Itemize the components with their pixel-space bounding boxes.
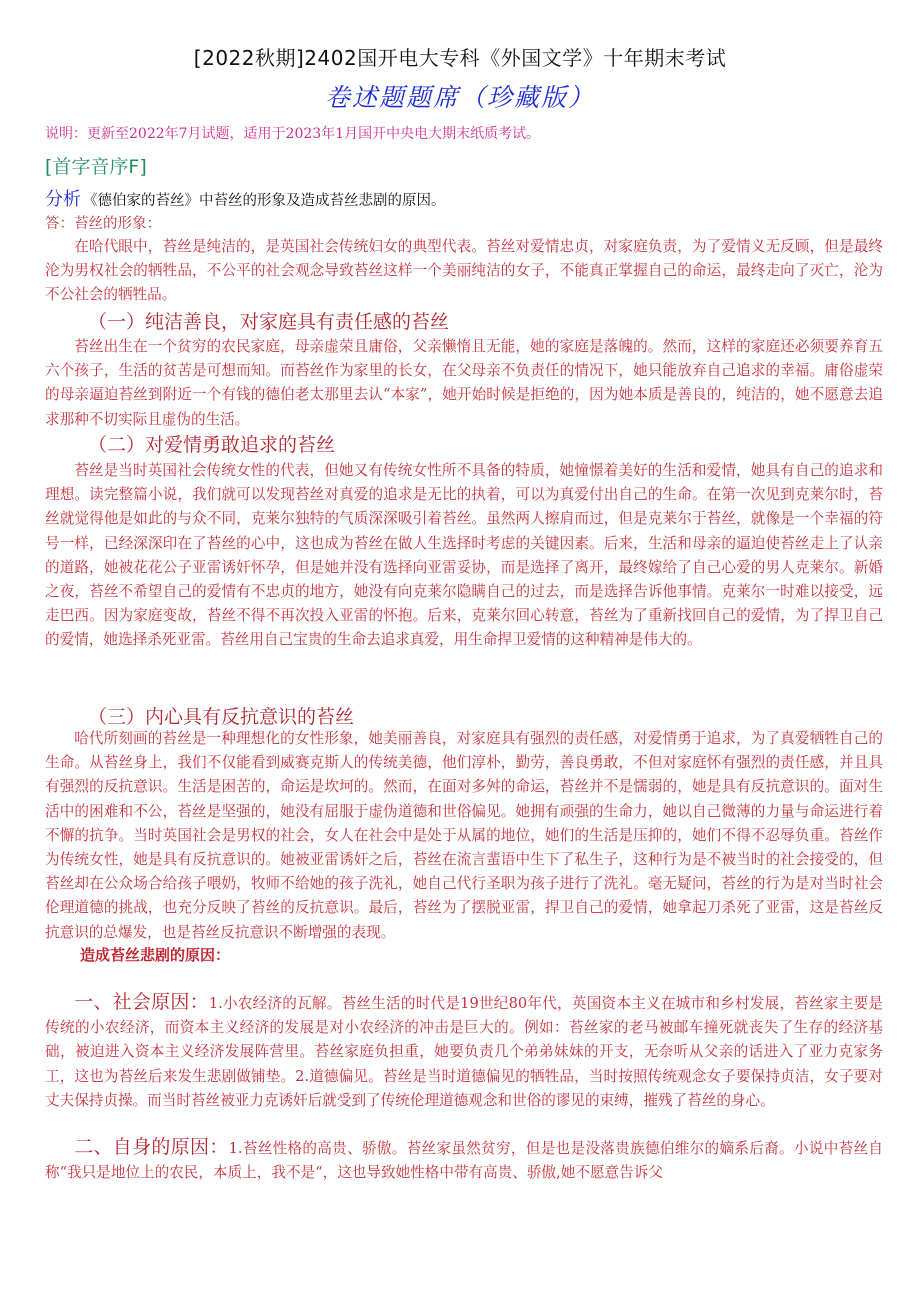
- cause-title-2: 二、自身的原因：: [74, 1136, 229, 1158]
- section-heading-1: （一）纯洁善良，对家庭具有责任感的苔丝: [88, 311, 450, 333]
- document-title: [2022秋期]2402国开电大专科《外国文学》十年期末考试: [193, 46, 727, 70]
- cause-title-1: 一、社会原因：: [74, 991, 209, 1013]
- cause-paragraph-1: [45, 990, 883, 1113]
- section-heading-3: （三）内心具有反抗意识的苔丝: [88, 706, 355, 728]
- explanation-note: 说明：更新至2022年7月试题，适用于2023年1月国开中央电大期末纸质考试。: [45, 126, 541, 142]
- intro-paragraph: 在哈代眼中，苔丝是纯洁的，是英国社会传统妇女的典型代表。苔丝对爱情忠贞，对家庭负责，为了爱情义无反顾，但是最终沦为男权社会的牺牲品，不公平的社会观念导致苔丝这样一个美丽纯洁的女子，不能真正掌握自己的命运，最终走向了灭亡，沦为不公社会的牺牲品。: [45, 238, 883, 304]
- answer-label: 答：苔丝的形象：: [45, 216, 161, 232]
- causes-heading: 造成苔丝悲剧的原因：: [80, 946, 231, 964]
- section-paragraph-2: 苔丝是当时英国社会传统女性的代表，但她又有传统女性所不具备的特质，她憧憬着美好的生活和爱情，她具有自己的追求和理想。读完整篇小说，我们就可以发现苔丝对真爱的追求是无比的执着，可以为真爱付出自己的生命。在第一次见到克莱尔时，苔丝就觉得他是如此的与众不同，克莱尔独特的气质深深吸引着苔丝。虽然两人擦肩而过，但是克莱尔于苔丝，就像是一个幸福的符号一样，已经深深印在了苔丝的心中，这也成为苔丝在做人生选择时考虑的关键因素。后来，生活和母亲的逼迫使苔丝走上了认亲的道路，她被花花公子亚雷诱奸怀孕，但是她并没有选择向亚雷妥协，而是选择了离开，最终嫁给了自己心爱的男人克莱尔。新婚之夜，苔丝不希望自己的爱情有不忠贞的地方，她没有向克莱尔隐瞒自己的过去，而是选择告诉他事情。克莱尔一时难以接受，远走巴西。因为家庭变故，苔丝不得不再次投入亚雷的怀抱。后来，克莱尔回心转意，苔丝为了重新找回自己的爱情，为了捍卫自己的爱情，她选择杀死亚雷。苔丝用自己宝贵的生命去追求真爱，用生命捍卫爱情的这种精神是伟大的。: [45, 462, 883, 649]
- section-paragraph-1: 苔丝出生在一个贫穷的农民家庭，母亲虚荣且庸俗，父亲懒惰且无能，她的家庭是落魄的。然而，这样的家庭还必须要养育五六个孩子，生活的贫苦是可想而知。而苔丝作为家里的长女，在父母亲不负责任的情况下，她只能放弃自己追求的幸福。庸俗虚荣的母亲逼迫苔丝到附近一个有钱的德伯老太那里去认“本家”，她开始时候是拒绝的，因为她本质是善良的，纯洁的，她不愿意去追求那种不切实际且虚伪的生活。: [45, 338, 883, 428]
- question-line: [45, 185, 905, 211]
- question-text: 《德伯家的苔丝》中苔丝的形象及造成苔丝悲剧的原因。: [83, 193, 446, 209]
- cause-text-1: 1.小农经济的瓦解。苔丝生活的时代是19世纪80年代，英国资本主义在城市和乡村发展，苔丝家主要是传统的小农经济，而资本主义经济的发展是对小农经济的冲击是巨大的。例如：苔丝家的老马被邮车撞死就丧失了生存的经济基础，被迫进入资本主义经济发展阵营里。苔丝家庭负担重，她要负责几个弟弟妹妹的开支，无奈听从父亲的话进入了亚力克家务工，这也为苔丝后来发生悲剧做铺垫。2.道德偏见。苔丝是当时道德偏见的牺牲品，当时按照传统观念女子要保持贞洁，女子要对丈夫保持贞操。而当时苔丝被亚力克诱奸后就受到了传统伦理道德观念和世俗的谬见的束缚，摧残了苔丝的身心。: [45, 995, 883, 1109]
- cause-paragraph-2: [45, 1135, 883, 1185]
- document-subtitle: 卷述题题席（珍藏版）: [324, 83, 595, 112]
- cause-text-2: 1.苔丝性格的高贵、骄傲。苔丝家虽然贫穷，但是也是没落贵族德伯维尔的嫡系后裔。小说中苔丝自称“我只是地位上的农民，本质上，我不是“，这也导致她性格中带有高贵、骄傲,她不愿意告诉父: [45, 1140, 883, 1182]
- section-heading-2: （二）对爱情勇敢追求的苔丝: [88, 434, 336, 456]
- section-paragraph-3: 哈代所刻画的苔丝是一种理想化的女性形象，她美丽善良，对家庭具有强烈的责任感，对爱情勇于追求，为了真爱牺牲自己的生命。从苔丝身上，我们不仅能看到威赛克斯人的传统美德，他们淳朴，勤劳，善良勇敢，不但对家庭怀有强烈的责任感，并且具有强烈的反抗意识。生活是困苦的，命运是坎坷的。然而，在面对多舛的命运，苔丝并不是懦弱的，她是具有反抗意识的。面对生活中的困难和不公，苔丝是坚强的，她没有屈服于虚伪道德和世俗偏见。她拥有顽强的生命力，她以自己微薄的力量与命运进行着不懈的抗争。当时英国社会是男权的社会，女人在社会中是处于从属的地位，她们的生活是压抑的，她们不得不忍辱负重。苔丝作为传统女性，她是具有反抗意识的。她被亚雷诱奸之后，苔丝在流言蜚语中生下了私生子，这种行为是不被当时的社会接受的，但苔丝却在公众场合给孩子喂奶，牧师不给她的孩子洗礼，她自己代行圣职为孩子进行了洗礼。毫无疑问，苔丝的行为是对当时社会伦理道德的挑战，也充分反映了苔丝的反抗意识。最后，苔丝为了摆脱亚雷，捍卫自己的爱情，她拿起刀杀死了亚雷，这是苔丝反抗意识的总爆发，也是苔丝反抗意识不断增强的表现。: [45, 730, 883, 941]
- index-label: [首字音序F]: [45, 156, 147, 178]
- question-lead: 分析: [45, 189, 81, 210]
